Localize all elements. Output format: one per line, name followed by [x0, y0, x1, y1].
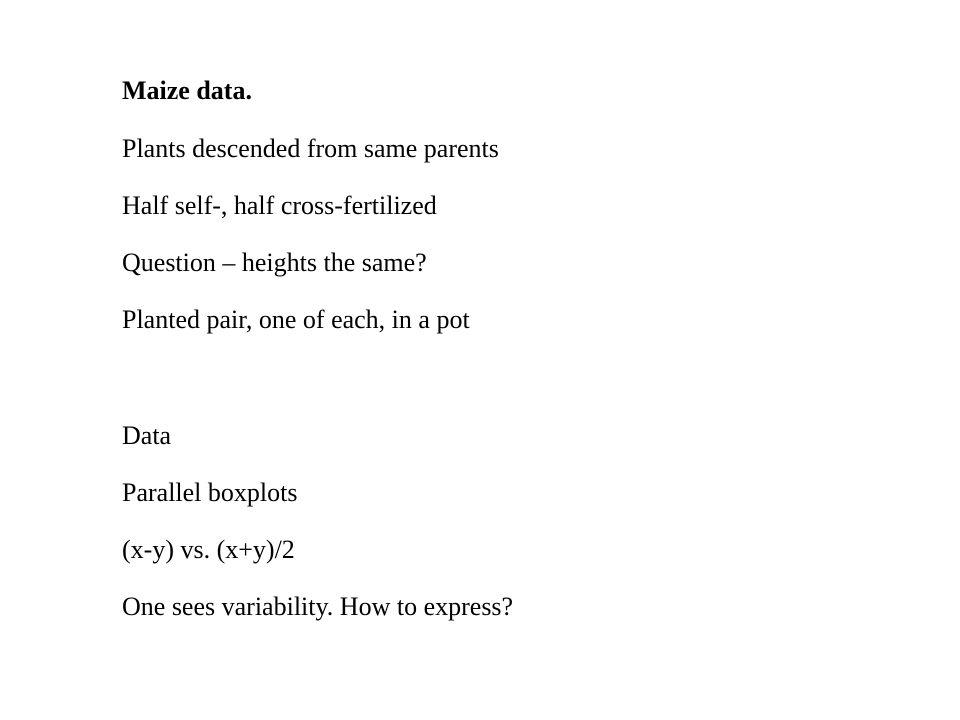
text-line: Planted pair, one of each, in a pot: [122, 305, 470, 334]
text-line: Question – heights the same?: [122, 248, 427, 277]
text-line: Parallel boxplots: [122, 478, 298, 507]
text-line: Plants descended from same parents: [122, 134, 499, 163]
text-line: Data: [122, 421, 172, 450]
text-line: (x-y) vs. (x+y)/2: [122, 535, 295, 564]
text-line: Half self-, half cross-fertilized: [122, 191, 437, 220]
text-line: One sees variability. How to express?: [122, 592, 514, 621]
slide-title: Maize data.: [122, 76, 252, 105]
